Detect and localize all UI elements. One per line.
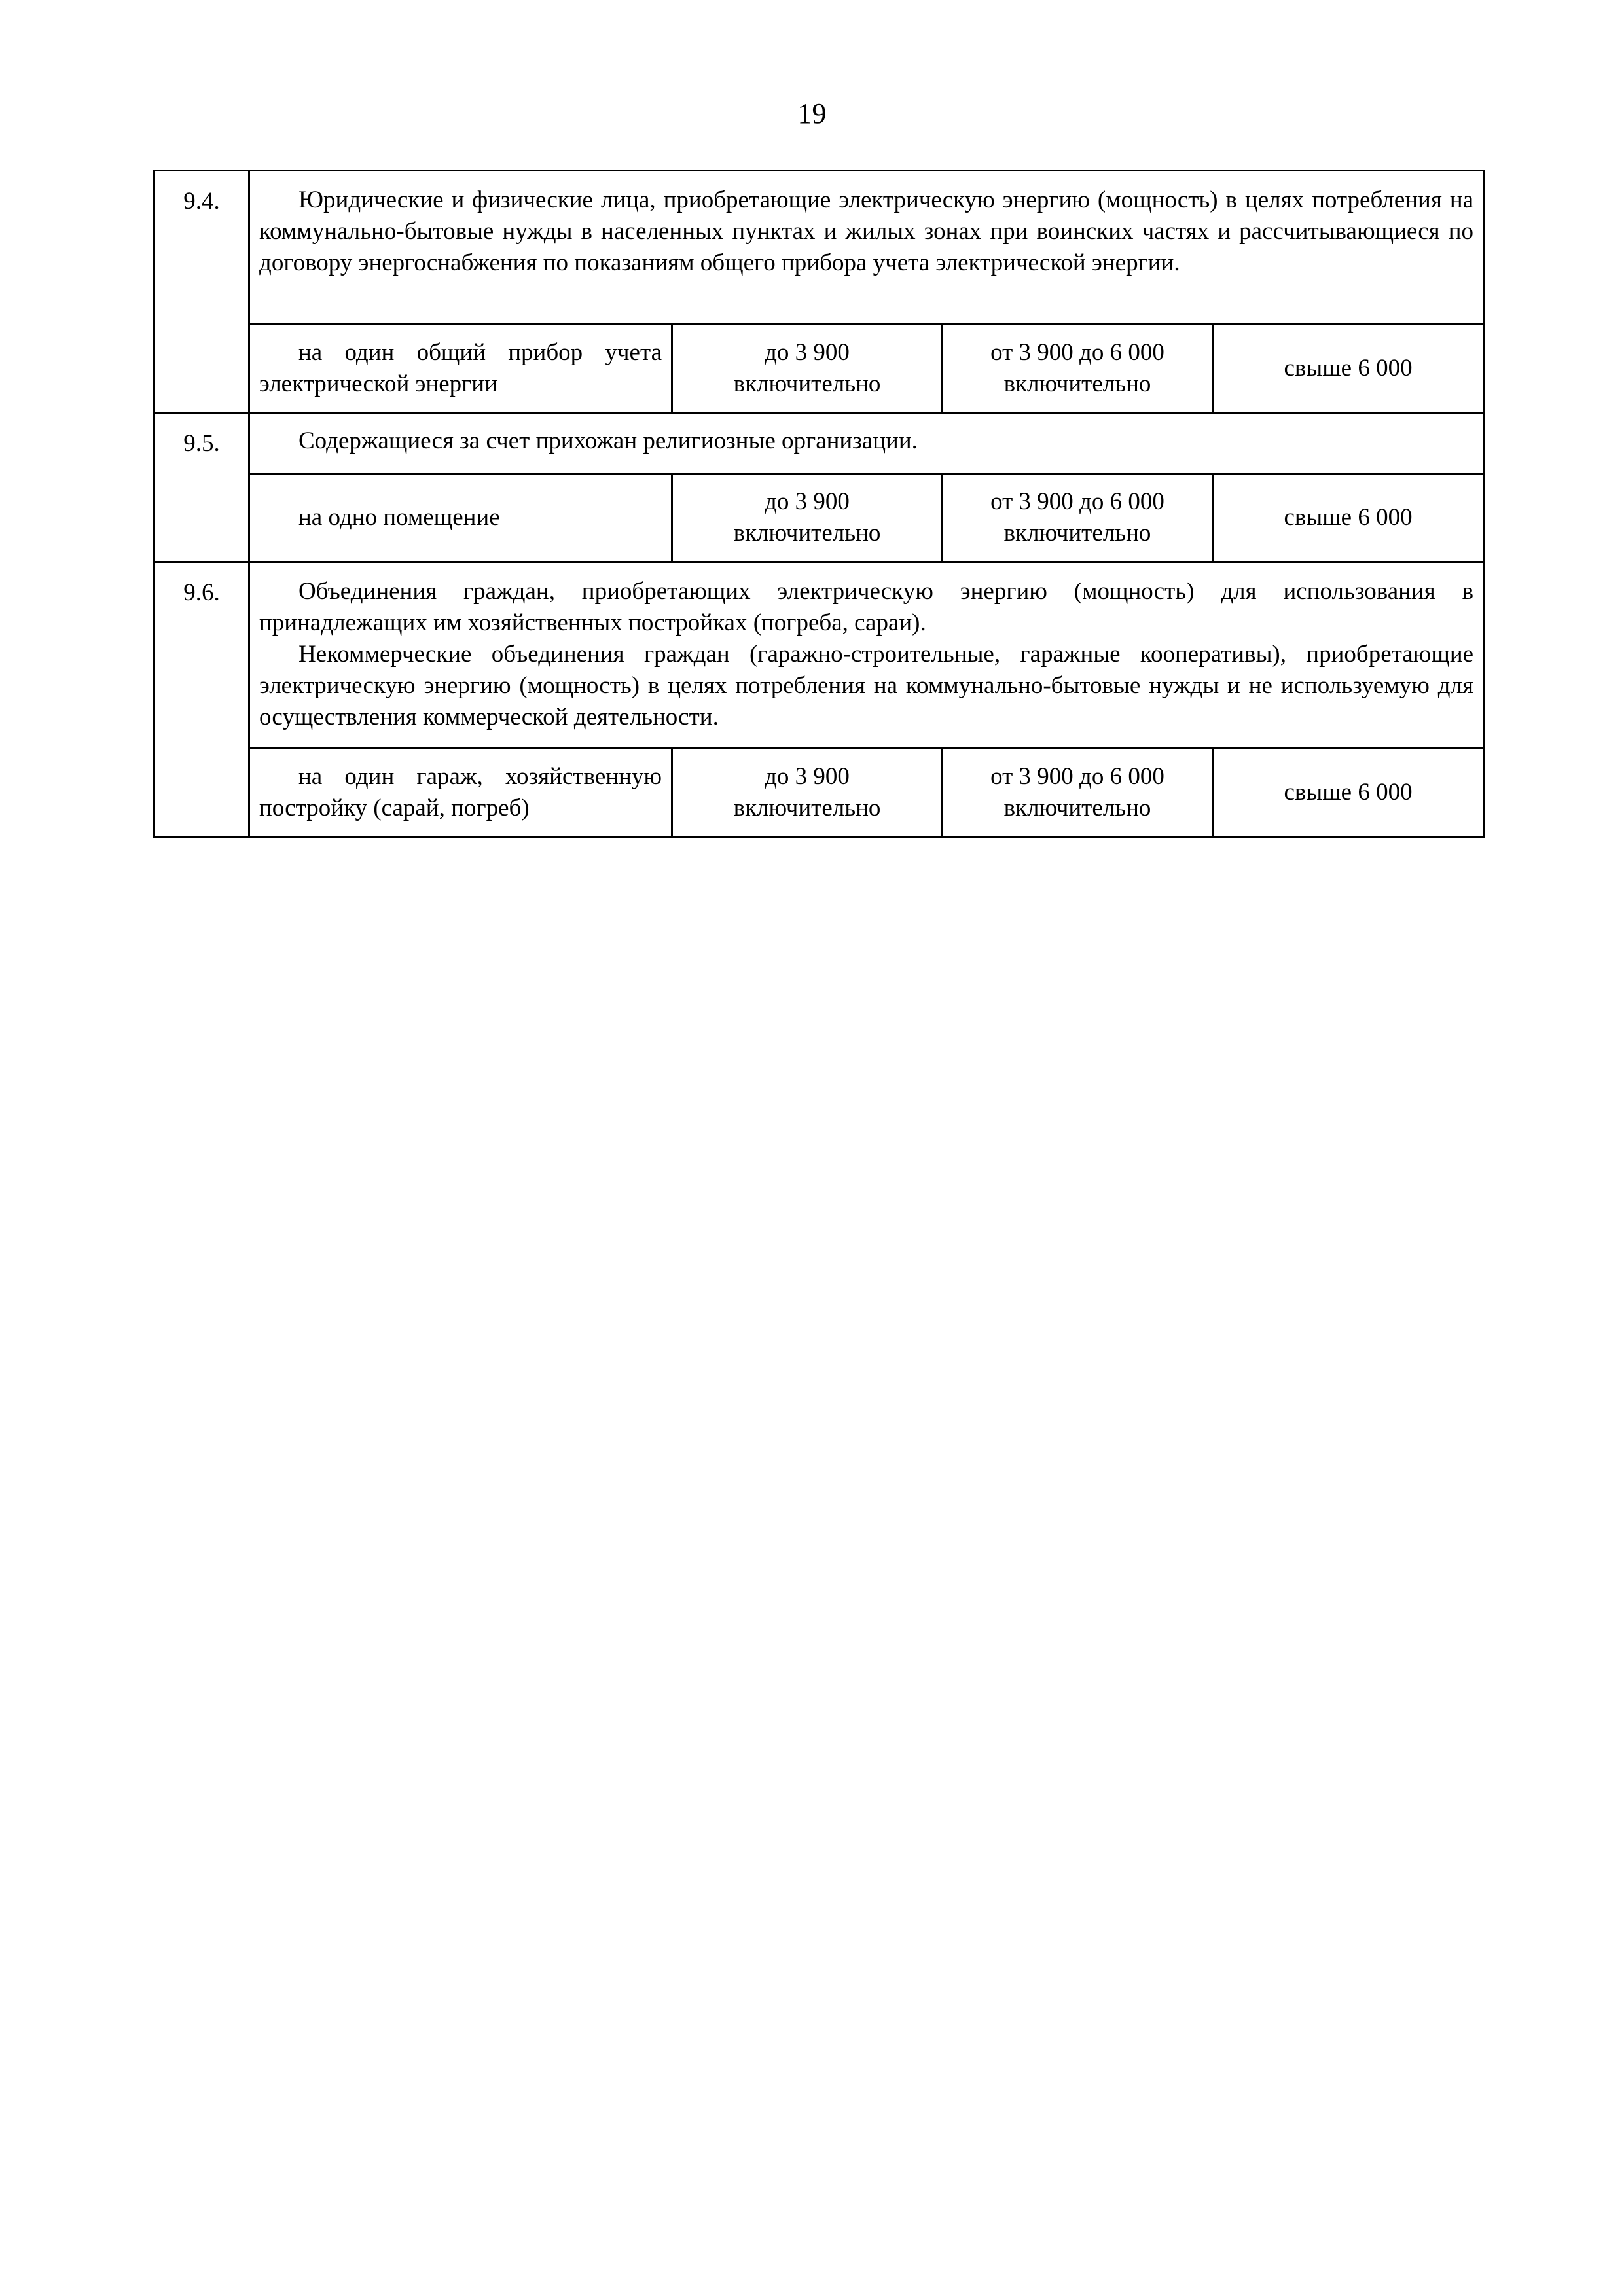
table-row-9-4 — [154, 171, 1484, 325]
description-paragraph: Юридические и физические лица, приобретающие электрическую энергию (мощность) в целях потребления на коммунально-бытовые нужды в населенных пунктах и жилых зонах при воинских частях и рассчитывающиеся по договору энергоснабжения по показаниям общего прибора учета электрической энергии. — [259, 187, 1474, 276]
description-paragraph: Некоммерческие объединения граждан (гаражно-строительные, гаражные кооперативы), приобретающие электрическую энергию (мощность) в целях потребления на коммунально-бытовые нужды и не используемую для осуществления коммерческой деятельности. — [259, 641, 1474, 730]
description-paragraph: Содержащиеся за счет прихожан религиозные организации. — [298, 427, 918, 454]
range-cell-low: до 3 900 включительно — [672, 325, 943, 413]
row-number: 9.5. — [154, 413, 249, 562]
row-description — [249, 171, 1484, 325]
range-cell-high: свыше 6 000 — [1213, 749, 1484, 837]
range-cell-high: свыше 6 000 — [1213, 325, 1484, 413]
table-subrow-9-6 — [154, 749, 1484, 837]
basis-cell: на один гараж, хозяйственную постройку (сарай, погреб) — [249, 749, 672, 837]
row-description — [249, 562, 1484, 749]
basis-cell: на один общий прибор учета электрической энергии — [249, 325, 672, 413]
row-number: 9.6. — [154, 562, 249, 837]
range-cell-low: до 3 900 включительно — [672, 749, 943, 837]
table-row-9-6 — [154, 562, 1484, 749]
page-number: 19 — [797, 98, 827, 130]
table-subrow-9-5 — [154, 474, 1484, 562]
range-cell-mid: от 3 900 до 6 000 включительно — [943, 325, 1213, 413]
range-cell-mid: от 3 900 до 6 000 включительно — [943, 474, 1213, 562]
range-cell-mid: от 3 900 до 6 000 включительно — [943, 749, 1213, 837]
table-row-9-5 — [154, 413, 1484, 474]
basis-cell: на одно помещение — [249, 474, 672, 562]
tariff-table — [153, 170, 1485, 838]
table-subrow-9-4 — [154, 325, 1484, 413]
range-cell-low: до 3 900 включительно — [672, 474, 943, 562]
description-paragraph: Объединения граждан, приобретающих электрическую энергию (мощность) для использования в принадлежащих им хозяйственных постройках (погреба, сараи). — [259, 578, 1474, 636]
row-description — [249, 413, 1484, 474]
range-cell-high: свыше 6 000 — [1213, 474, 1484, 562]
row-number: 9.4. — [154, 171, 249, 413]
